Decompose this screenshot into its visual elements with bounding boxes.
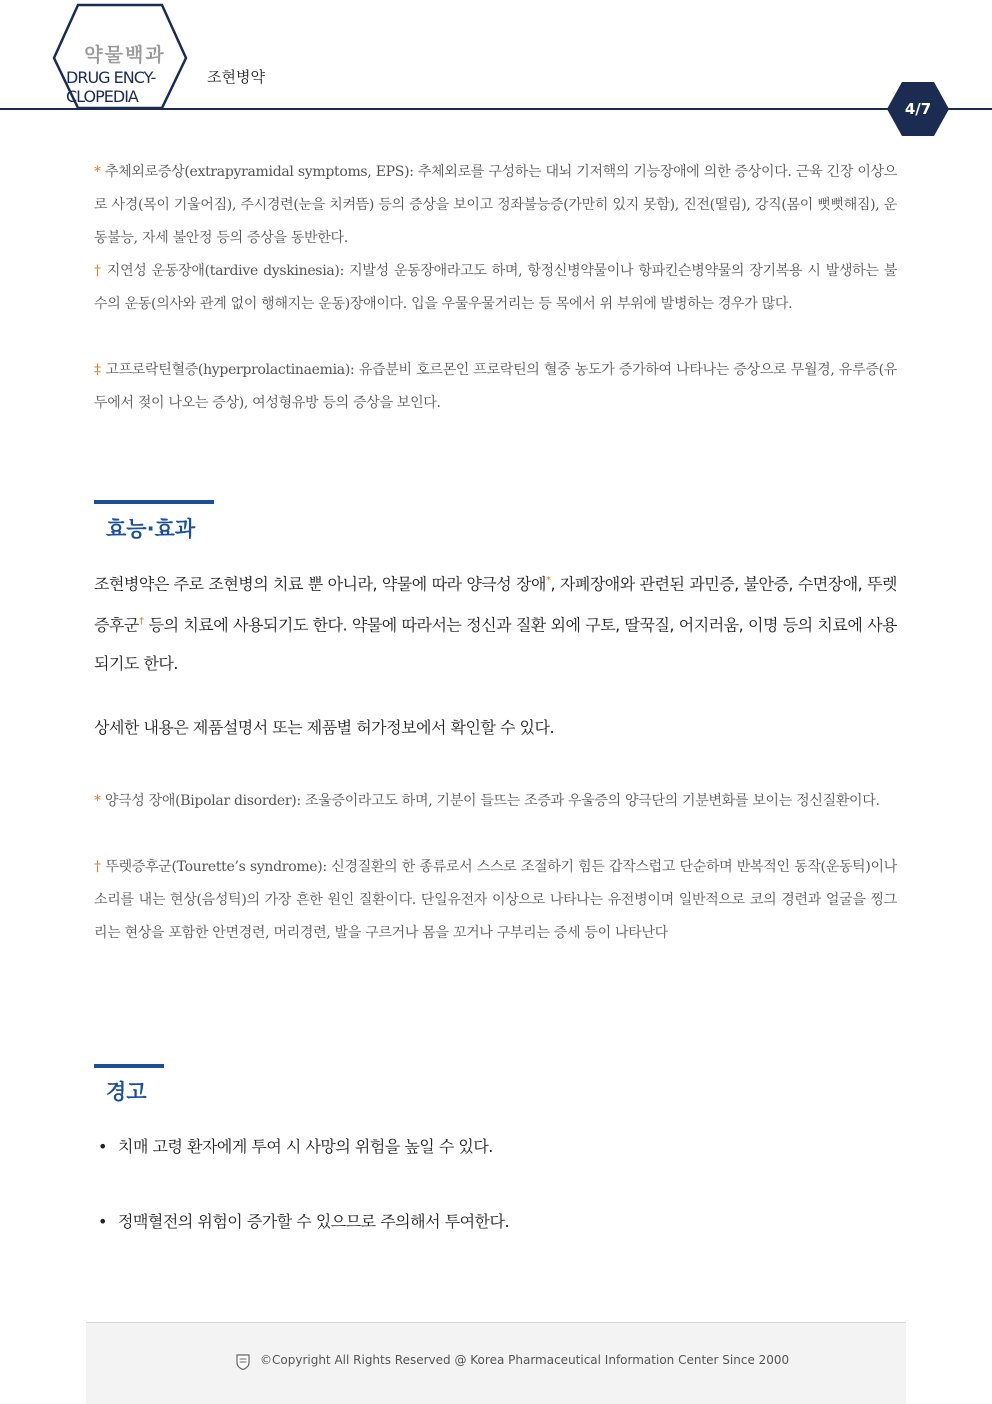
footer-copyright: ©Copyright All Rights Reserved @ Korea Pharmaceutical Information Center Since 2000 xyxy=(260,1353,790,1367)
footnote-text: 지연성 운동장애(tardive dyskinesia): 지발성 운동장애라고도 하며, 항정신병약물이나 항파킨슨병약물의 장기복용 시 발생하는 불수의 운동(의사와 관계 없이 행해지는 운동)장애이다. 입을 우물우물거리는 등 목에서 위 부위에 발병하는 경우가 많다. xyxy=(94,263,897,312)
footnote-tardive-dyskinesia xyxy=(94,255,897,321)
bullet-dot: • xyxy=(98,1137,107,1156)
warning-item xyxy=(98,1209,509,1232)
efficacy-paragraph xyxy=(94,562,897,683)
logo-korean-text: 약물백과 xyxy=(84,44,166,66)
efficacy-text-part-2: , 자폐장애와 관련된 과민증, 불안증, 수면장애, 뚜렛증후군 xyxy=(94,574,897,635)
bullet-dot: • xyxy=(98,1212,107,1231)
footnote-eps xyxy=(94,156,897,255)
footnote-mark: † xyxy=(94,859,101,875)
logo-english-line-1: DRUG ENCY- xyxy=(66,68,156,87)
shield-icon xyxy=(236,1354,250,1370)
section-bar-warning xyxy=(94,1064,164,1068)
footnote-ref-bipolar: * xyxy=(545,575,551,586)
footnote-text: 추체외로증상(extrapyramidal symptoms, EPS): 추체외로를 구성하는 대뇌 기저핵의 기능장애에 의한 증상이다. 근육 긴장 이상으로 사경(목이 기울어짐), 주시경련(눈을 치켜뜸) 등의 증상을 보이고 정좌불능증(가만히 있지 못함), 진전(떨림), 강직(몸이 뻣뻣해짐), 운동불능, 자세 불안정 등의 증상을 동반한다. xyxy=(94,164,897,246)
warning-item xyxy=(98,1134,493,1157)
efficacy-text-part-1: 조현병약은 주로 조현병의 치료 뿐 아니라, 약물에 따라 양극성 장애 xyxy=(94,574,546,594)
header-divider xyxy=(0,108,992,110)
footnote-tourette xyxy=(94,851,897,950)
page-number: 4/7 xyxy=(904,100,932,118)
footnote-ref-tourette: † xyxy=(138,616,144,628)
logo-english-line-2: CLOPEDIA xyxy=(66,87,138,106)
footnote-mark: † xyxy=(94,263,102,279)
warning-item-text: 치매 고령 환자에게 투여 시 사망의 위험을 높일 수 있다. xyxy=(118,1137,493,1156)
efficacy-detail-note: 상세한 내용은 제품설명서 또는 제품별 허가정보에서 확인할 수 있다. xyxy=(94,718,555,737)
footnote-bipolar xyxy=(94,785,897,818)
logo-english-text xyxy=(66,68,176,106)
footnote-text: 뚜렛증후군(Tourette’s syndrome): 신경질환의 한 종류로서 스스로 조절하기 힘든 갑작스럽고 단순하며 반복적인 동작(운동틱)이나 소리를 내는 현상(음성틱)의 가장 흔한 원인 질환이다. 단일유전자 이상으로 나타나는 유전병이며 일반적으로 코의 경련과 얼굴을 찡그리는 현상을 포함한 안면경련, 머리경련, 발을 구르거나 몸을 꼬거나 구부리는 증세 등이 나타난다 xyxy=(94,859,898,941)
footnote-text: 고프로락틴혈증(hyperprolactinaemia): 유즙분비 호르몬인 프로락틴의 혈중 농도가 증가하여 나타나는 증상으로 무월경, 유루증(유두에서 젖이 나오는 증상), 여성형유방 등의 증상을 보인다. xyxy=(94,362,897,411)
footnote-mark: * xyxy=(94,793,101,809)
section-heading-efficacy: 효능·효과 xyxy=(106,517,196,541)
section-bar-efficacy xyxy=(94,500,214,504)
footnote-mark: ‡ xyxy=(94,362,101,378)
section-heading-warning: 경고 xyxy=(106,1080,147,1104)
footnote-text: 양극성 장애(Bipolar disorder): 조울증이라고도 하며, 기분이 들뜨는 조증과 우울증의 양극단의 기분변화를 보이는 정신질환이다. xyxy=(104,793,880,809)
footnote-mark: * xyxy=(94,164,101,180)
efficacy-text-part-3: 등의 치료에 사용되기도 한다. 약물에 따라서는 정신과 질환 외에 구토, 딸꾹질, 어지러움, 이명 등의 치료에 사용되기도 한다. xyxy=(94,615,897,673)
footnote-hyperprolactinaemia xyxy=(94,354,897,420)
warning-item-text: 정맥혈전의 위험이 증가할 수 있으므로 주의해서 투여한다. xyxy=(118,1212,510,1231)
page-title: 조현병약 xyxy=(207,68,265,86)
